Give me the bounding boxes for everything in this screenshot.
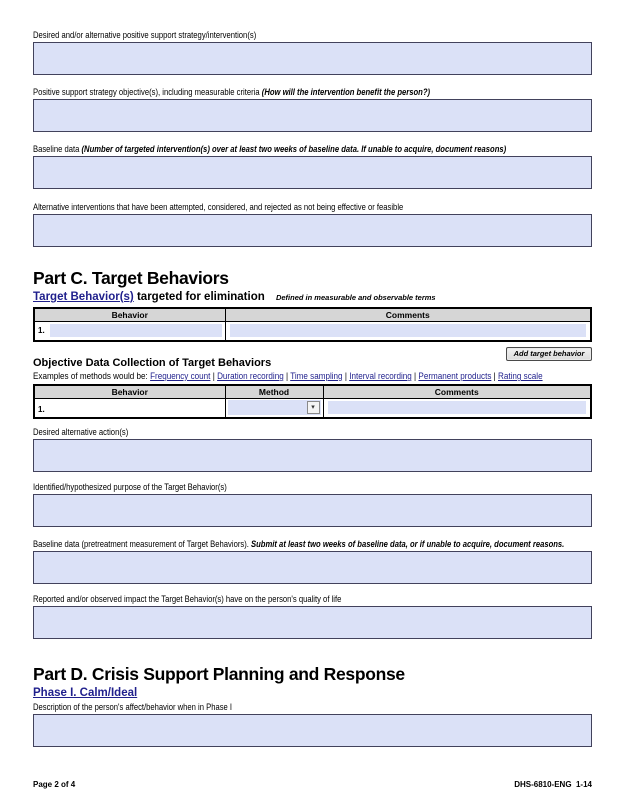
table-row (34, 398, 591, 418)
row-number: 1. (38, 404, 45, 414)
method-link-interval-recording[interactable]: Interval recording (349, 371, 412, 381)
data-collection-table (33, 384, 592, 419)
target-behaviors-subheading-text: targeted for elimination (136, 291, 265, 303)
method-cell (225, 398, 323, 418)
alternative-interventions-field[interactable] (33, 214, 592, 247)
method-link-duration-recording[interactable]: Duration recording (217, 371, 284, 381)
phase-1-link[interactable]: Phase I. Calm/Ideal (33, 686, 138, 699)
target-behaviors-link[interactable]: Target Behavior(s) (33, 291, 134, 303)
part-d-heading: Part D. Crisis Support Planning and Response (33, 663, 405, 684)
target-behaviors-note: Defined in measurable and observable terms (275, 293, 436, 302)
baseline-data-field[interactable] (33, 156, 592, 189)
baseline-pretreatment-label: Baseline data (pretreatment measurement of Target Behaviors). Submit at least two weeks of baseline data, or if unable to acquire, document reasons. (33, 538, 565, 549)
comments-cell (323, 398, 591, 418)
part-c-heading: Part C. Target Behaviors (33, 268, 229, 288)
objectives-label: Positive support strategy objective(s), including measurable criteria (How will the intervention benefit the person?) (33, 87, 431, 97)
method-link-permanent-products[interactable]: Permanent products (418, 371, 492, 381)
target-behaviors-subheading (33, 290, 592, 305)
strategy-intervention-field[interactable] (33, 42, 592, 75)
add-target-behavior-button[interactable]: Add target behavior (506, 347, 592, 361)
method-link-time-sampling[interactable]: Time sampling (290, 371, 343, 381)
form-number: DHS-6810-ENG 1-14 (514, 780, 592, 789)
behavior-cell (34, 398, 225, 418)
method-select[interactable] (228, 400, 321, 415)
desired-action-label: Desired alternative action(s) (33, 426, 129, 437)
phase-1-description-field[interactable] (33, 714, 592, 747)
impact-label: Reported and/or observed impact the Target Behavior(s) have on the person's quality of life (33, 593, 342, 604)
table-row (34, 321, 591, 341)
column-header-comments: Comments (225, 308, 591, 321)
comments-input[interactable] (328, 401, 587, 414)
objective-data-heading: Objective Data Collection of Target Behaviors (33, 357, 272, 369)
method-link-rating-scale[interactable]: Rating scale (498, 371, 543, 381)
purpose-label: Identified/hypothesized purpose of the Target Behavior(s) (33, 481, 227, 492)
phase-1-description-label: Description of the person's affect/behavior when in Phase I (33, 701, 233, 712)
behavior-cell (34, 321, 225, 341)
chevron-down-icon[interactable]: ▾ (307, 401, 320, 414)
method-link-frequency-count[interactable]: Frequency count (150, 371, 211, 381)
add-button-row (33, 343, 592, 356)
column-header-method: Method (225, 385, 323, 398)
purpose-field[interactable] (33, 494, 592, 527)
column-header-behavior: Behavior (34, 308, 225, 321)
comments-input[interactable] (230, 324, 587, 337)
baseline-data-label: Baseline data (Number of targeted intervention(s) over at least two weeks of baseline data. If unable to acquire, document reasons) (33, 144, 507, 154)
target-behaviors-table (33, 307, 592, 342)
desired-action-field[interactable] (33, 439, 592, 472)
row-number: 1. (38, 326, 45, 336)
impact-field[interactable] (33, 606, 592, 639)
page-footer (33, 780, 592, 789)
strategy-label: Desired and/or alternative positive support strategy/intervention(s) (33, 30, 257, 40)
behavior-input[interactable] (50, 324, 222, 337)
page-number: Page 2 of 4 (33, 780, 76, 789)
column-header-behavior: Behavior (34, 385, 225, 398)
baseline-pretreatment-field[interactable] (33, 551, 592, 584)
method-examples-row: Examples of methods would be: Frequency count | Duration recording | Time sampling | Interval recording | Permanent products | Rating scale (33, 371, 543, 381)
examples-prefix: Examples of methods would be: (33, 371, 148, 381)
column-header-comments: Comments (323, 385, 591, 398)
comments-cell (225, 321, 591, 341)
alternative-interventions-label: Alternative interventions that have been attempted, considered, and rejected as not being effective or feasible (33, 202, 404, 212)
phase-1-subheading (33, 686, 592, 700)
table-header-row (34, 308, 591, 321)
table-header-row (34, 385, 591, 398)
strategy-objectives-field[interactable] (33, 99, 592, 132)
